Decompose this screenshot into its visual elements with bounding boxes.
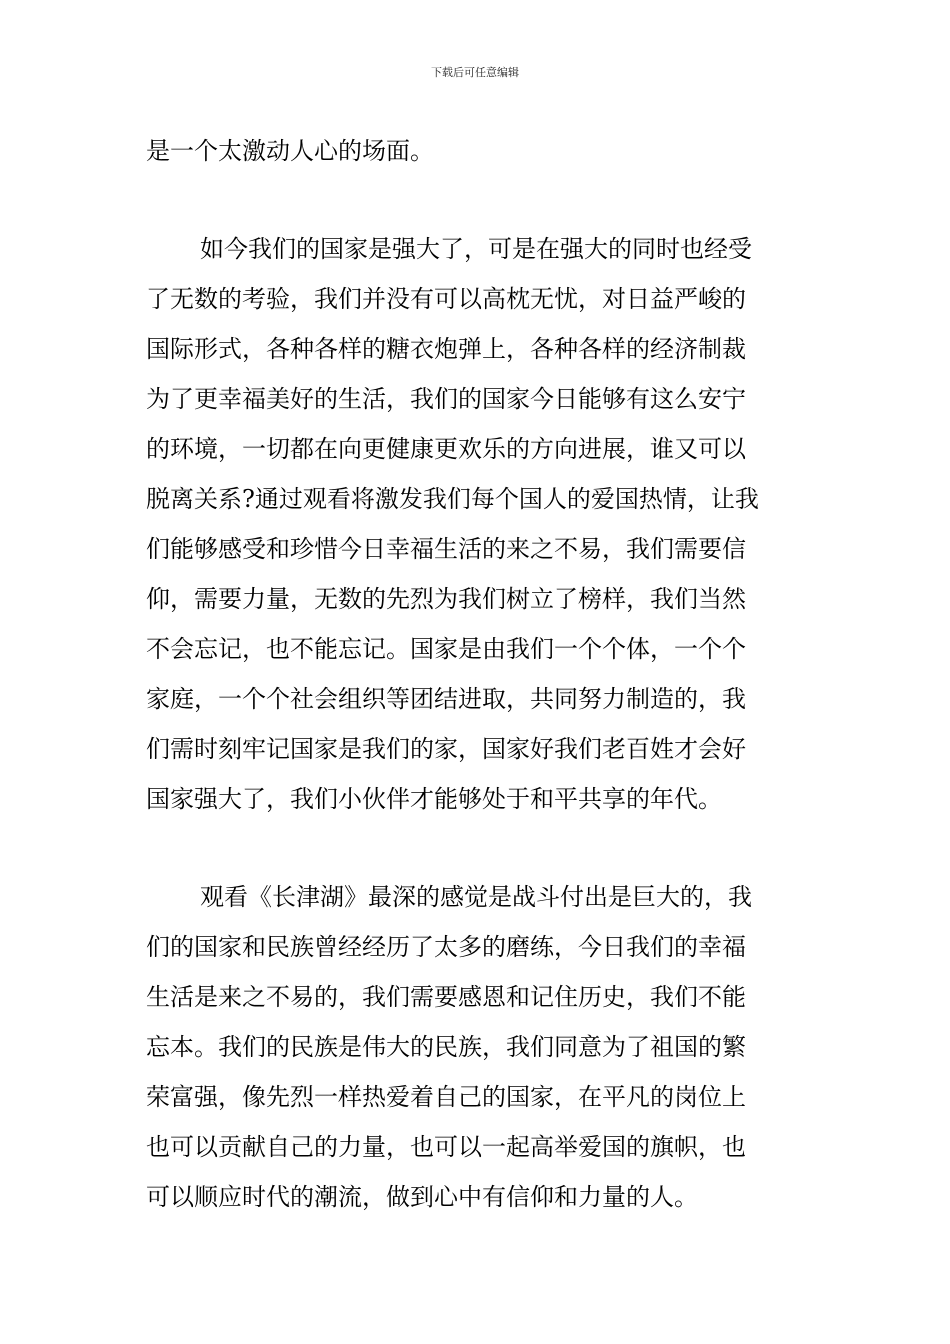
text-line: 观看《长津湖》最深的感觉是战斗付出是巨大的，我 xyxy=(200,883,752,911)
text-line: 国际形式，各种各样的糖衣炮弹上，各种各样的经济制裁 xyxy=(146,335,746,363)
text-line: 家庭，一个个社会组织等团结进取，共同努力制造的，我 xyxy=(146,685,746,713)
text-line: 仰，需要力量，无数的先烈为我们树立了榜样，我们当然 xyxy=(146,585,746,613)
text-line: 不会忘记，也不能忘记。国家是由我们一个个体，一个个 xyxy=(146,635,746,663)
text-line: 如今我们的国家是强大了，可是在强大的同时也经受 xyxy=(200,235,752,263)
text-line: 是一个太激动人心的场面。 xyxy=(146,137,434,165)
text-line: 的环境，一切都在向更健康更欢乐的方向进展，谁又可以 xyxy=(146,435,746,463)
text-line: 们的国家和民族曾经经历了太多的磨练，今日我们的幸福 xyxy=(146,933,746,961)
text-line: 们需时刻牢记国家是我们的家，国家好我们老百姓才会好 xyxy=(146,735,746,763)
text-line: 荣富强，像先烈一样热爱着自己的国家，在平凡的岗位上 xyxy=(146,1083,746,1111)
text-line: 们能够感受和珍惜今日幸福生活的来之不易，我们需要信 xyxy=(146,535,746,563)
text-line: 脱离关系?通过观看将激发我们每个国人的爱国热情，让我 xyxy=(146,485,759,513)
text-line: 国家强大了，我们小伙伴才能够处于和平共享的年代。 xyxy=(146,785,722,813)
text-line: 生活是来之不易的，我们需要感恩和记住历史，我们不能 xyxy=(146,983,746,1011)
text-line: 了无数的考验，我们并没有可以高枕无忧，对日益严峻的 xyxy=(146,285,746,313)
text-line: 忘本。我们的民族是伟大的民族，我们同意为了祖国的繁 xyxy=(146,1033,746,1061)
page-header: 下载后可任意编辑 xyxy=(431,66,519,79)
text-line: 可以顺应时代的潮流，做到心中有信仰和力量的人。 xyxy=(146,1183,698,1211)
text-line: 也可以贡献自己的力量，也可以一起高举爱国的旗帜，也 xyxy=(146,1133,746,1161)
text-line: 为了更幸福美好的生活，我们的国家今日能够有这么安宁 xyxy=(146,385,746,413)
